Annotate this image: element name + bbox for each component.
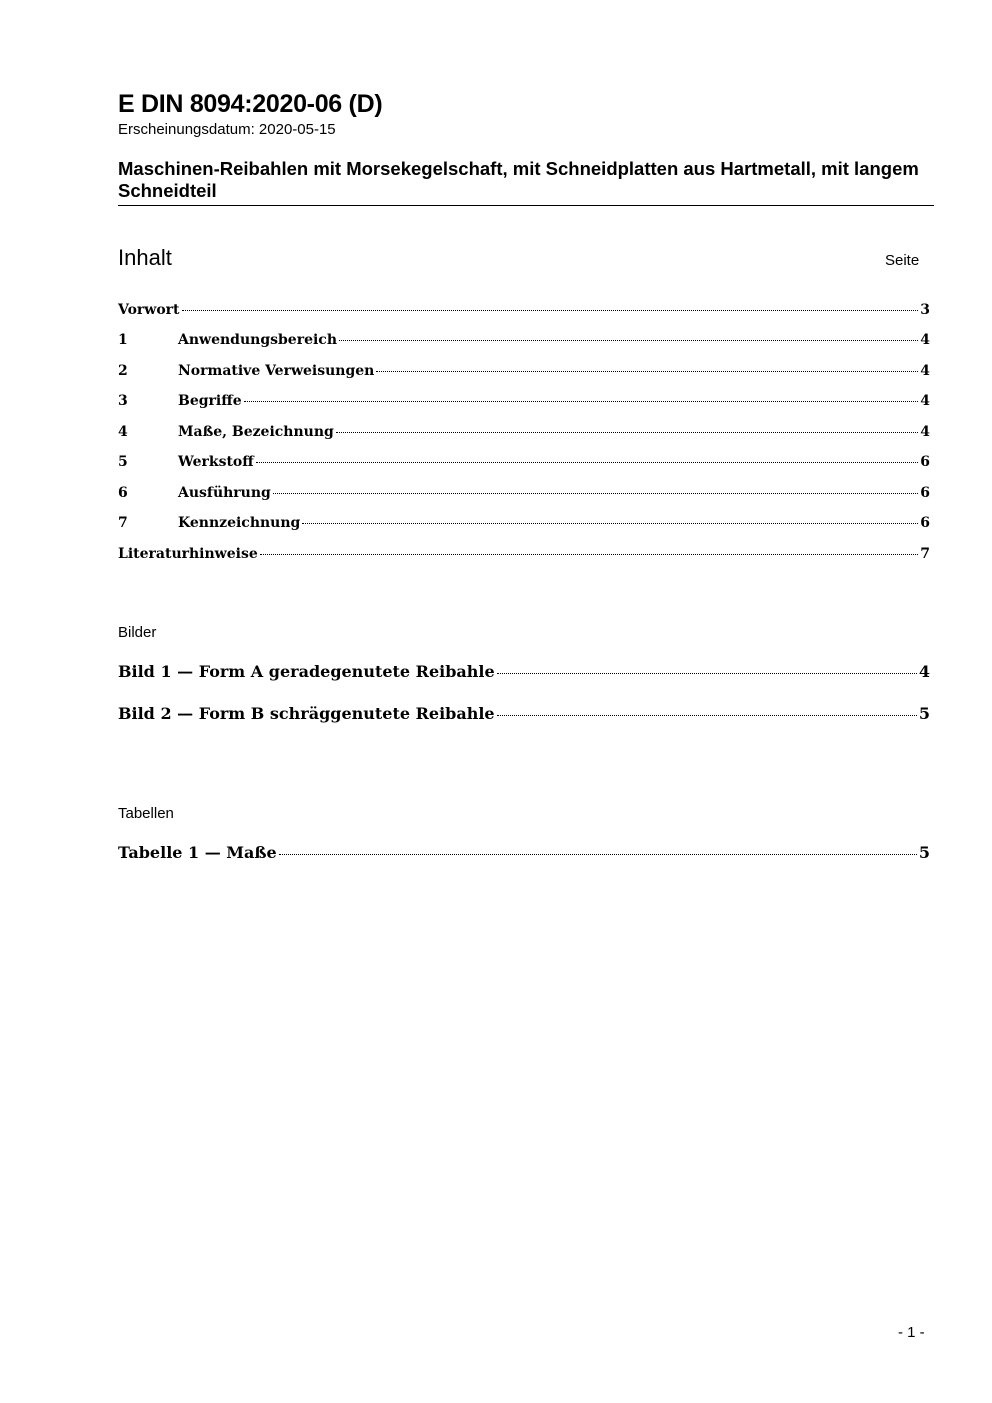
toc-entry-4[interactable]	[118, 424, 930, 444]
figure-entry-1[interactable]	[118, 662, 930, 686]
toc-entry-number: 3	[118, 393, 128, 409]
toc-entry-page: 4	[920, 332, 930, 348]
figure-entry-label: Bild 2 — Form B schräggenutete Reibahle	[118, 704, 495, 723]
toc-entry-label: Kennzeichnung	[178, 515, 301, 531]
toc-entry-page: 7	[920, 546, 930, 562]
toc-entry-label: Maße, Bezeichnung	[178, 424, 334, 440]
toc-entry-page: 4	[920, 424, 930, 440]
toc-entry-literaturhinweise[interactable]	[118, 546, 930, 566]
toc-leader	[302, 523, 918, 524]
figure-entry-page: 4	[918, 662, 930, 681]
toc-entry-number: 4	[118, 424, 128, 440]
toc-entry-label: Begriffe	[178, 393, 242, 409]
toc-leader	[256, 462, 919, 463]
toc-leader	[497, 715, 917, 716]
toc-entry-number: 5	[118, 454, 128, 470]
toc-entry-number: 2	[118, 363, 128, 379]
page-number: - 1 -	[898, 1324, 925, 1341]
toc-leader	[376, 371, 918, 372]
table-entry-1[interactable]	[118, 843, 930, 867]
toc-entry-label: Literaturhinweise	[118, 546, 258, 562]
toc-entry-number: 6	[118, 485, 128, 501]
toc-leader	[244, 401, 919, 402]
toc-entry-label: Werkstoff	[178, 454, 254, 470]
toc-entry-5[interactable]	[118, 454, 930, 474]
toc-entry-page: 6	[920, 485, 930, 501]
document-id: E DIN 8094:2020-06 (D)	[118, 90, 383, 118]
toc-entry-number: 1	[118, 332, 128, 348]
toc-entry-page: 4	[920, 393, 930, 409]
toc-leader	[279, 854, 917, 855]
toc-entry-page: 3	[920, 302, 930, 318]
toc-leader	[339, 340, 918, 341]
figure-entry-label: Bild 1 — Form A geradegenutete Reibahle	[118, 662, 495, 681]
figures-heading: Bilder	[118, 624, 157, 641]
toc-leader	[182, 310, 919, 311]
toc-entry-vorwort[interactable]	[118, 302, 930, 322]
document-title: Maschinen-Reibahlen mit Morsekegelschaft, mit Schneidplatten aus Hartmetall, mit langem Schneidteil	[118, 158, 919, 201]
toc-leader	[497, 673, 917, 674]
toc-entry-label: Normative Verweisungen	[178, 363, 375, 379]
table-entry-label: Tabelle 1 — Maße	[118, 843, 277, 862]
tables-heading: Tabellen	[118, 805, 174, 822]
toc-entry-6[interactable]	[118, 485, 930, 505]
toc-entry-label: Vorwort	[118, 302, 180, 318]
toc-leader	[336, 432, 918, 433]
figure-entry-2[interactable]	[118, 704, 930, 728]
toc-entry-number: 7	[118, 515, 128, 531]
toc-heading: Inhalt	[118, 245, 172, 270]
toc-leader	[260, 554, 919, 555]
figure-entry-page: 5	[918, 704, 930, 723]
toc-entry-page: 6	[920, 454, 930, 470]
toc-leader	[273, 493, 918, 494]
toc-entry-label: Anwendungsbereich	[178, 332, 337, 348]
toc-page-column-label: Seite	[885, 252, 920, 269]
toc-entry-7[interactable]	[118, 515, 930, 535]
toc-entry-page: 4	[920, 363, 930, 379]
toc-entry-label: Ausführung	[178, 485, 271, 501]
publication-date: Erscheinungsdatum: 2020-05-15	[118, 121, 336, 138]
toc-entry-2[interactable]	[118, 363, 930, 383]
toc-entry-page: 6	[920, 515, 930, 531]
table-entry-page: 5	[918, 843, 930, 862]
toc-entry-1[interactable]	[118, 332, 930, 352]
toc-entry-3[interactable]	[118, 393, 930, 413]
title-divider	[118, 205, 934, 206]
